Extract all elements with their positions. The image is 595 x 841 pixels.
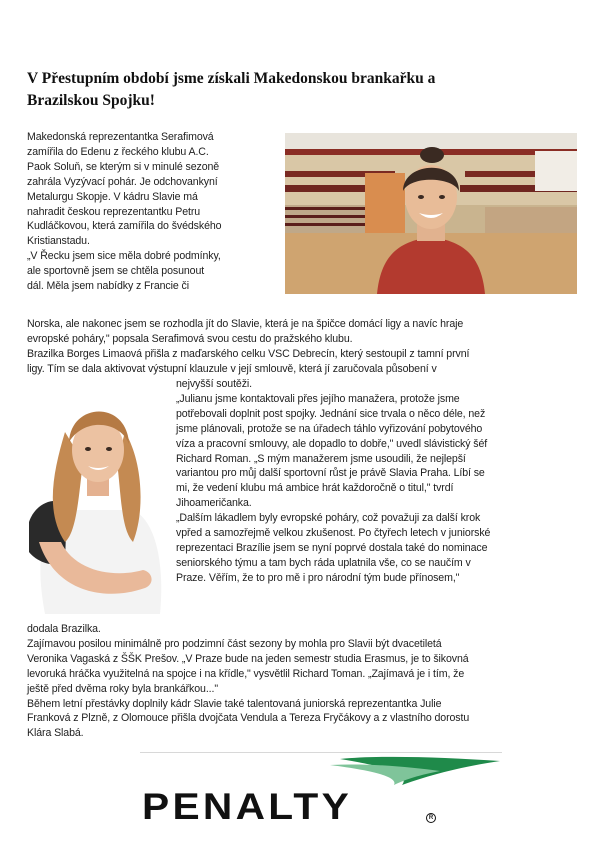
text-line: Během letní přestávky doplnily kádr Slavie také talentovaná juniorská reprezentantka Julie [27,697,442,710]
text-line: Kristianstadu. [27,235,90,248]
text-line: nahradit českou reprezentantku Petru [27,205,201,218]
text-line: potřebovali doplnit post spojky. Jednání sice trvala o něco déle, než [176,407,486,420]
text-line: Veronika Vagaská z ŠŠK Prešov. „V Praze bude na jeden semestr studia Erasmus, je to šikovná [27,652,469,665]
text-line: Paok Soluň, se kterým si v minulé sezoně [27,160,220,173]
text-line: Richard Roman. „S mým manažerem jsme usoudili, že nejlepší [176,452,466,465]
quote-column [176,377,571,586]
text-line: Praze. Věřím, že to pro mě i pro národní tým bude přínosem," [176,571,460,584]
text-line: zamířila do Edenu z řeckého klubu A.C. [27,145,209,158]
text-line: nejvyšší soutěži. [176,378,253,390]
text-line: Jihoameričanka. [176,497,252,510]
text-line: Franková z Plzně, z Olomouce přišla dvojčata Vendula a Tereza Fryčákovy a z vlastního dorostu [27,712,470,725]
text-line: levoruká hráčka využitelná na spojce i na křídle," vysvětlil Richard Toman. „Zajímavá je i tím, že [27,667,465,680]
text-line: jsme plánovali, protože se na úřadech táhlo vyřizování pobytového [176,422,483,435]
text-line: „Julianu jsme kontaktovali přes jejího manažera, protože jsme [176,392,460,405]
text-line: Metalurgu Skopje. V kádru Slavie má [27,190,198,203]
title-line: V Přestupním období jsme získali Makedonskou brankařku a [27,70,436,87]
text-line: „Dalším lákadlem byly evropské poháry, což považuji za další krok [176,512,481,525]
text-line: Zajímavou posilou minimálně pro podzimní část sezony by mohla pro Slavii být dvacetiletá [27,637,442,650]
player-portrait-photo [25,392,170,614]
text-line: ligy. Tím se dala aktivovat výstupní klauzule v její smlouvě, která jí zaručovala působení v [27,362,437,375]
text-line: vpřed a samozřejmě velkou zkušenost. Po čtyřech letech v juniorské [176,527,491,540]
penalty-wordmark: PENALTY [142,786,353,827]
registered-mark: R [426,813,436,823]
text-line: mi, že vedení klubu má ambice hrát každoročně o titul," tvrdí [176,482,454,495]
article-title [27,68,547,112]
text-line: Klára Slabá. [27,727,84,740]
text-line: Brazilka Borges Limaová přišla z maďarského celku VSC Debrecín, který sestoupil z tamní první [27,347,470,360]
text-line: ale sportovně jsem se chtěla posunout [27,265,205,278]
text-line: seniorského týmu a tam bych ráda uplatnila vše, co se naučím v [176,556,471,569]
text-line: variantou pro můj další sportovní růst je právě Slavia Praha. Líbí se [176,467,485,480]
text-line: „V Řecku jsem sice měla dobré podmínky, [27,250,221,263]
full-paragraph-1 [27,317,572,377]
title-line: Brazilskou Spojku! [27,92,155,109]
text-line: dodala Brazilka. [27,623,101,635]
swoosh-icon [140,753,502,787]
text-line: evropské poháry," popsala Serafimová svou cestu do pražského klubu. [27,332,353,345]
goalkeeper-photo [285,133,577,294]
text-line: víza a pracovní smlouvy, ale dopadlo to dobře," uvedl slávistický šéf [176,437,488,450]
penalty-logo [140,752,502,825]
text-line: reprezentaci Brazílie jsem se nyní poprvé dostala také do nominace [176,541,488,554]
text-line: ještě před dvěma roky byla brankářkou..." [27,682,219,695]
intro-column [27,130,283,294]
text-line: zahrála Vyzývací pohár. Je odchovankyní [27,175,218,188]
text-line: Kudláčkovou, která zamířila do švédského [27,220,222,233]
full-paragraph-2 [27,622,572,741]
text-line: Norska, ale nakonec jsem se rozhodla jít do Slavie, která je na špičce domácí ligy a navíc hraje [27,318,464,330]
text-line: dál. Měla jsem nabídky z Francie či [27,280,189,293]
text-line: Makedonská reprezentantka Serafimová [27,131,214,143]
